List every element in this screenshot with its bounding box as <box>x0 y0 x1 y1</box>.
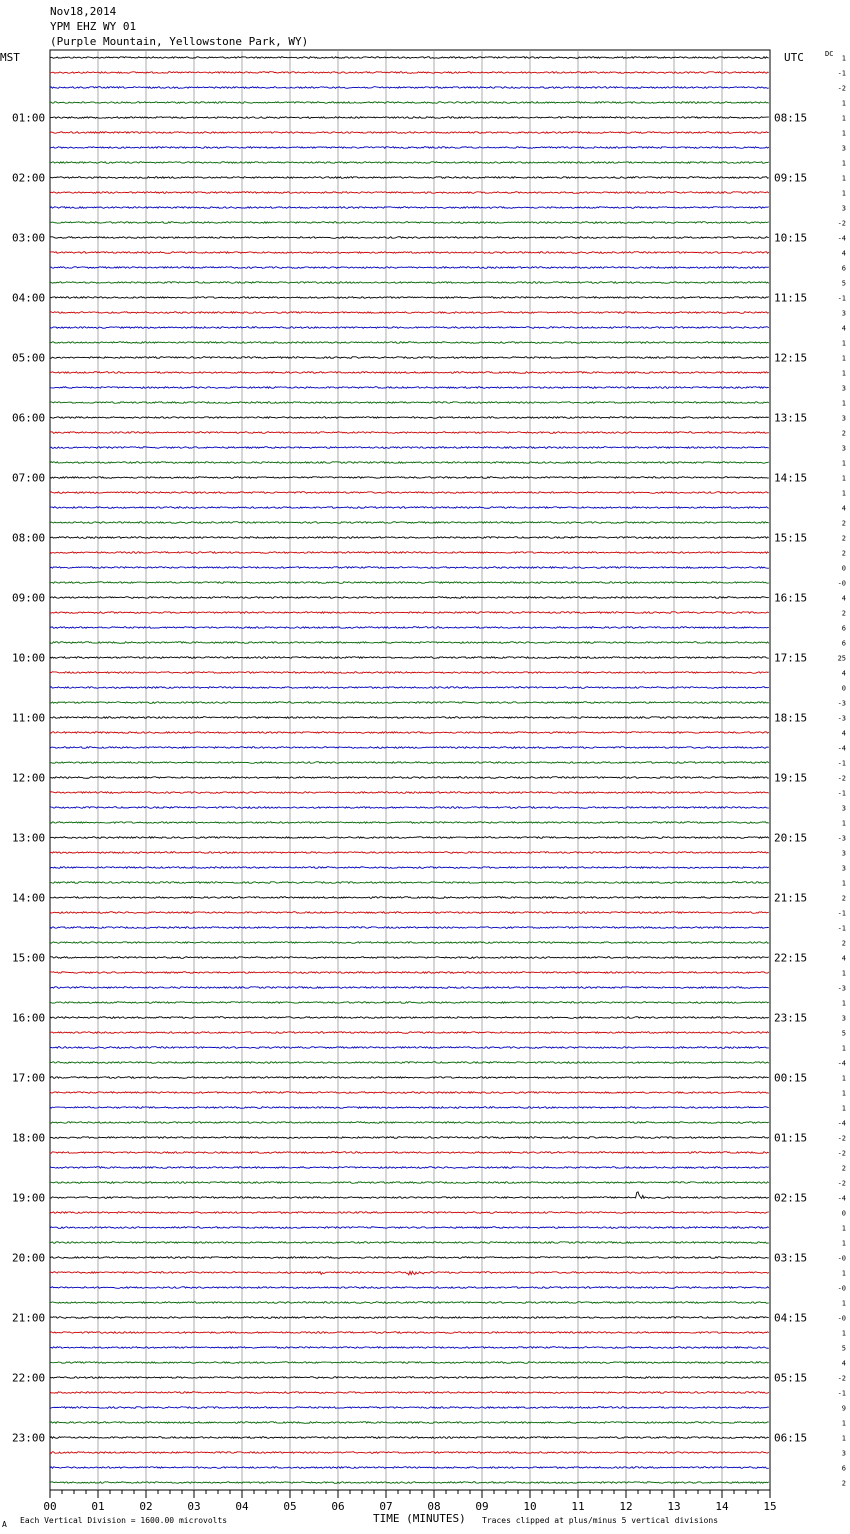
left-time-label: 08:00 <box>12 531 46 545</box>
trace-row <box>50 852 769 854</box>
dc-offset-label: 3 <box>841 849 846 858</box>
dc-offset-label: -3 <box>837 834 846 843</box>
trace-row <box>50 1467 769 1469</box>
dc-offset-label: 4 <box>841 954 846 963</box>
dc-offset-label: -4 <box>837 744 846 753</box>
dc-offset-label: -2 <box>837 1179 846 1188</box>
left-time-label: 14:00 <box>12 891 46 905</box>
trace-row <box>50 567 769 569</box>
trace-row <box>50 312 769 314</box>
dc-offset-label: 25 <box>837 654 846 663</box>
dc-offset-label: 2 <box>841 894 846 903</box>
trace-row <box>50 162 769 164</box>
trace-row <box>50 882 769 884</box>
trace-row <box>50 237 769 239</box>
trace-row <box>50 177 769 179</box>
dc-offset-label: 9 <box>841 1404 846 1413</box>
dc-offset-label: 4 <box>841 1359 846 1368</box>
dc-offset-label: 1 <box>841 189 846 198</box>
left-time-label: 03:00 <box>12 231 46 245</box>
trace-row <box>50 117 769 119</box>
dc-offset-label: 6 <box>841 264 846 273</box>
x-axis-label: TIME (MINUTES) <box>373 1512 466 1525</box>
header-station: YPM EHZ WY 01 <box>50 20 137 33</box>
dc-offset-label: 3 <box>841 1449 846 1458</box>
left-time-label: 11:00 <box>12 711 46 725</box>
right-time-label: 13:15 <box>774 411 808 425</box>
dc-offset-label: 4 <box>841 504 846 513</box>
trace-row <box>50 702 769 704</box>
trace-row <box>50 1077 769 1079</box>
trace-row <box>50 357 769 359</box>
trace-row <box>50 1362 769 1364</box>
trace-row <box>50 1317 769 1319</box>
dc-offset-label: 3 <box>841 1014 846 1023</box>
dc-offset-label: 3 <box>841 204 846 213</box>
dc-offset-label: 2 <box>841 534 846 543</box>
dc-offset-label: 5 <box>841 279 846 288</box>
dc-offset-label: 2 <box>841 429 846 438</box>
x-tick-label: 10 <box>523 1500 537 1513</box>
dc-offset-label: 2 <box>841 609 846 618</box>
dc-offset-label: 1 <box>841 399 846 408</box>
dc-offset-label: 4 <box>841 669 846 678</box>
dc-offset-label: 2 <box>841 1164 846 1173</box>
trace-row <box>50 72 769 74</box>
right-time-label: 22:15 <box>774 951 808 965</box>
left-time-label: 20:00 <box>12 1251 46 1265</box>
dc-offset-label: 3 <box>841 414 846 423</box>
header-location: (Purple Mountain, Yellowstone Park, WY) <box>50 35 309 48</box>
trace-row <box>50 222 769 224</box>
left-time-label: 02:00 <box>12 171 46 185</box>
right-time-label: 19:15 <box>774 771 808 785</box>
trace-row <box>50 297 769 299</box>
header-date: Nov18,2014 <box>50 5 117 18</box>
trace-row <box>50 792 769 794</box>
trace-row <box>50 807 769 809</box>
dc-offset-label: 5 <box>841 1344 846 1353</box>
x-tick-label: 04 <box>235 1500 249 1513</box>
trace-row <box>50 1287 769 1289</box>
trace-row <box>50 1242 769 1244</box>
trace-row <box>50 1392 769 1394</box>
dc-offset-label: 1 <box>841 339 846 348</box>
dc-offset-label: 1 <box>841 174 846 183</box>
trace-row <box>50 642 769 644</box>
dc-offset-label: -0 <box>837 1284 846 1293</box>
trace-row <box>50 1107 769 1109</box>
trace-row <box>50 747 769 749</box>
trace-row <box>50 402 769 404</box>
left-time-label: 06:00 <box>12 411 46 425</box>
right-time-labels <box>774 112 807 1445</box>
dc-offset-label: -2 <box>837 1374 846 1383</box>
trace-row <box>50 1212 769 1214</box>
trace-row <box>50 1047 769 1049</box>
left-time-label: 10:00 <box>12 651 46 665</box>
trace-row <box>50 252 769 254</box>
dc-offset-label: -2 <box>837 219 846 228</box>
x-axis <box>43 1490 776 1513</box>
dc-offset-label: -3 <box>837 699 846 708</box>
x-tick-label: 15 <box>763 1500 777 1513</box>
trace-row <box>50 1422 769 1424</box>
right-time-label: 21:15 <box>774 891 808 905</box>
dc-offset-label: 1 <box>841 1269 846 1278</box>
right-time-label: 06:15 <box>774 1431 808 1445</box>
trace-row <box>50 1452 769 1454</box>
dc-offset-label: 3 <box>841 804 846 813</box>
dc-offset-label: 4 <box>841 249 846 258</box>
trace-row <box>50 942 769 944</box>
dc-offset-label: 1 <box>841 1329 846 1338</box>
dc-offset-label: 1 <box>841 129 846 138</box>
dc-offset-label: 1 <box>841 54 846 63</box>
trace-row <box>50 1271 769 1275</box>
trace-row <box>50 897 769 899</box>
trace-row <box>50 417 769 419</box>
x-tick-label: 14 <box>715 1500 729 1513</box>
trace-row <box>50 282 769 284</box>
dc-offset-label: 1 <box>841 1104 846 1113</box>
x-tick-label: 01 <box>91 1500 105 1513</box>
trace-row <box>50 822 769 824</box>
right-time-label: 14:15 <box>774 471 808 485</box>
dc-offset-label: 3 <box>841 444 846 453</box>
trace-row <box>50 1482 769 1484</box>
dc-offset-label: 3 <box>841 864 846 873</box>
left-time-label: 05:00 <box>12 351 46 365</box>
trace-row <box>50 912 769 914</box>
trace-row <box>50 267 769 269</box>
clip-note: Traces clipped at plus/minus 5 vertical divisions <box>482 1516 719 1525</box>
scale-note: Each Vertical Division = 1600.00 microvolts <box>20 1516 228 1525</box>
right-time-label: 01:15 <box>774 1131 808 1145</box>
dc-offset-label: -1 <box>837 69 846 78</box>
trace-row <box>50 1137 769 1139</box>
trace-row <box>50 1182 769 1184</box>
left-time-label: 13:00 <box>12 831 46 845</box>
right-time-label: 09:15 <box>774 171 808 185</box>
trace-row <box>50 1332 769 1334</box>
left-time-label: 22:00 <box>12 1371 46 1385</box>
dc-offset-label: -1 <box>837 909 846 918</box>
right-time-label: 10:15 <box>774 231 808 245</box>
trace-row <box>50 1302 769 1304</box>
x-tick-label: 12 <box>619 1500 633 1513</box>
trace-row <box>50 1227 769 1229</box>
dc-offset-label: 1 <box>841 159 846 168</box>
dc-offset-label: 1 <box>841 879 846 888</box>
right-time-label: 12:15 <box>774 351 808 365</box>
trace-row <box>50 957 769 959</box>
x-tick-label: 13 <box>667 1500 681 1513</box>
trace-row <box>50 972 769 974</box>
trace-row <box>50 57 769 59</box>
trace-row <box>50 552 769 554</box>
trace-row <box>50 837 769 839</box>
x-tick-label: 09 <box>475 1500 489 1513</box>
trace-row <box>50 477 769 479</box>
x-tick-label: 07 <box>379 1500 393 1513</box>
trace-row <box>50 612 769 614</box>
left-time-label: 23:00 <box>12 1431 46 1445</box>
trace-row <box>50 987 769 989</box>
dc-offset-label: 0 <box>841 564 846 573</box>
trace-row <box>50 87 769 89</box>
dc-offset-label: -0 <box>837 1254 846 1263</box>
dc-offset-label: 4 <box>841 729 846 738</box>
dc-offset-labels <box>838 55 846 1488</box>
trace-row <box>50 432 769 434</box>
dc-offset-label: -1 <box>837 924 846 933</box>
dc-offset-label: -3 <box>837 984 846 993</box>
trace-row <box>50 597 769 599</box>
dc-offset-label: 1 <box>841 114 846 123</box>
right-timezone-label: UTC <box>784 51 804 64</box>
dc-offset-label: 1 <box>841 1089 846 1098</box>
left-time-label: 09:00 <box>12 591 46 605</box>
trace-row <box>50 627 769 629</box>
trace-row <box>50 372 769 374</box>
trace-row <box>50 1167 769 1169</box>
x-tick-label: 02 <box>139 1500 153 1513</box>
trace-row <box>50 1152 769 1154</box>
x-tick-label: 05 <box>283 1500 297 1513</box>
dc-offset-label: 6 <box>841 624 846 633</box>
trace-row <box>50 762 769 764</box>
trace-row <box>50 327 769 329</box>
right-time-label: 02:15 <box>774 1191 808 1205</box>
dc-offset-label: 6 <box>841 639 846 648</box>
right-time-label: 16:15 <box>774 591 808 605</box>
left-time-label: 04:00 <box>12 291 46 305</box>
dc-offset-label: 2 <box>841 519 846 528</box>
dc-offset-label: 1 <box>841 1434 846 1443</box>
left-timezone-label: MST <box>0 51 20 64</box>
trace-row <box>50 1032 769 1034</box>
dc-offset-label: 1 <box>841 1239 846 1248</box>
trace-row <box>50 582 769 584</box>
trace-row <box>50 1407 769 1409</box>
dc-offset-label: -4 <box>837 1059 846 1068</box>
x-tick-label: 03 <box>187 1500 201 1513</box>
dc-offset-label: -1 <box>837 789 846 798</box>
dc-offset-label: -1 <box>837 759 846 768</box>
dc-offset-label: 1 <box>841 354 846 363</box>
time-grid <box>50 50 770 1490</box>
dc-offset-label: 2 <box>841 549 846 558</box>
dc-offset-label: 1 <box>841 474 846 483</box>
dc-offset-label: 3 <box>841 144 846 153</box>
left-time-labels <box>12 112 45 1445</box>
dc-offset-label: 4 <box>841 324 846 333</box>
trace-row <box>50 867 769 869</box>
left-time-label: 21:00 <box>12 1311 46 1325</box>
dc-offset-label: 1 <box>841 99 846 108</box>
dc-offset-label: 1 <box>841 489 846 498</box>
dc-offset-label: 0 <box>841 1209 846 1218</box>
trace-row <box>50 1192 769 1199</box>
dc-offset-label: 1 <box>841 969 846 978</box>
right-time-label: 05:15 <box>774 1371 808 1385</box>
dc-offset-label: -2 <box>837 84 846 93</box>
dc-offset-label: 1 <box>841 819 846 828</box>
dc-offset-label: -4 <box>837 234 846 243</box>
dc-offset-label: 2 <box>841 1479 846 1488</box>
dc-offset-label: 4 <box>841 594 846 603</box>
x-tick-label: 00 <box>43 1500 57 1513</box>
trace-row <box>50 387 769 389</box>
dc-offset-label: 1 <box>841 1044 846 1053</box>
right-time-label: 23:15 <box>774 1011 808 1025</box>
trace-row <box>50 1122 769 1124</box>
dc-offset-label: 1 <box>841 1074 846 1083</box>
right-time-label: 04:15 <box>774 1311 808 1325</box>
dc-offset-label: 1 <box>841 1299 846 1308</box>
dc-offset-label: 1 <box>841 1419 846 1428</box>
left-time-label: 01:00 <box>12 111 46 125</box>
left-time-label: 19:00 <box>12 1191 46 1205</box>
dc-offset-label: -0 <box>837 579 846 588</box>
trace-row <box>50 102 769 104</box>
left-time-label: 12:00 <box>12 771 46 785</box>
right-time-label: 15:15 <box>774 531 808 545</box>
dc-offset-label: -1 <box>837 294 846 303</box>
dc-offset-label: 1 <box>841 369 846 378</box>
trace-row <box>50 927 769 929</box>
trace-row <box>50 1257 769 1259</box>
trace-row <box>50 462 769 464</box>
trace-row <box>50 342 769 344</box>
trace-row <box>50 207 769 209</box>
trace-row <box>50 1017 769 1019</box>
trace-row <box>50 1062 769 1064</box>
trace-row <box>50 507 769 509</box>
trace-row <box>50 1437 769 1439</box>
dc-offset-label: -2 <box>837 1134 846 1143</box>
dc-offset-label: -0 <box>837 1314 846 1323</box>
dc-offset-label: 1 <box>841 999 846 1008</box>
trace-row <box>50 492 769 494</box>
dc-offset-label: -1 <box>837 1389 846 1398</box>
trace-row <box>50 132 769 134</box>
dc-offset-label: 3 <box>841 384 846 393</box>
dc-offset-label: -3 <box>837 714 846 723</box>
x-tick-label: 08 <box>427 1500 441 1513</box>
dc-offset-label: 5 <box>841 1029 846 1038</box>
dc-offset-label: 1 <box>841 459 846 468</box>
trace-row <box>50 717 769 719</box>
plot-frame <box>50 50 770 1490</box>
trace-row <box>50 1347 769 1349</box>
right-time-label: 03:15 <box>774 1251 808 1265</box>
trace-row <box>50 657 769 659</box>
dc-offset-label: 0 <box>841 684 846 693</box>
right-time-label: 00:15 <box>774 1071 808 1085</box>
left-time-label: 18:00 <box>12 1131 46 1145</box>
right-time-label: 08:15 <box>774 111 808 125</box>
trace-row <box>50 522 769 524</box>
trace-row <box>50 147 769 149</box>
x-tick-label: 06 <box>331 1500 345 1513</box>
left-time-label: 16:00 <box>12 1011 46 1025</box>
dc-offset-label: 6 <box>841 1464 846 1473</box>
trace-row <box>50 672 769 674</box>
dc-offset-label: 1 <box>841 1224 846 1233</box>
trace-row <box>50 732 769 734</box>
left-time-label: 17:00 <box>12 1071 46 1085</box>
dc-column-header: DC <box>825 50 834 58</box>
left-time-label: 15:00 <box>12 951 46 965</box>
dc-offset-label: 2 <box>841 939 846 948</box>
right-time-label: 17:15 <box>774 651 808 665</box>
trace-row <box>50 1377 769 1379</box>
x-tick-label: 11 <box>571 1500 585 1513</box>
trace-row <box>50 192 769 194</box>
trace-row <box>50 537 769 539</box>
dc-offset-label: -2 <box>837 774 846 783</box>
dc-offset-label: -4 <box>837 1119 846 1128</box>
right-time-label: 11:15 <box>774 291 808 305</box>
trace-row <box>50 777 769 779</box>
dc-offset-label: -4 <box>837 1194 846 1203</box>
trace-layer <box>50 57 769 1484</box>
dc-offset-label: -2 <box>837 1149 846 1158</box>
trace-row <box>50 447 769 449</box>
left-time-label: 07:00 <box>12 471 46 485</box>
right-time-label: 18:15 <box>774 711 808 725</box>
corner-mark: A <box>2 1520 7 1529</box>
trace-row <box>50 687 769 689</box>
trace-row <box>50 1002 769 1004</box>
trace-row <box>50 1092 769 1094</box>
dc-offset-label: 3 <box>841 309 846 318</box>
right-time-label: 20:15 <box>774 831 808 845</box>
